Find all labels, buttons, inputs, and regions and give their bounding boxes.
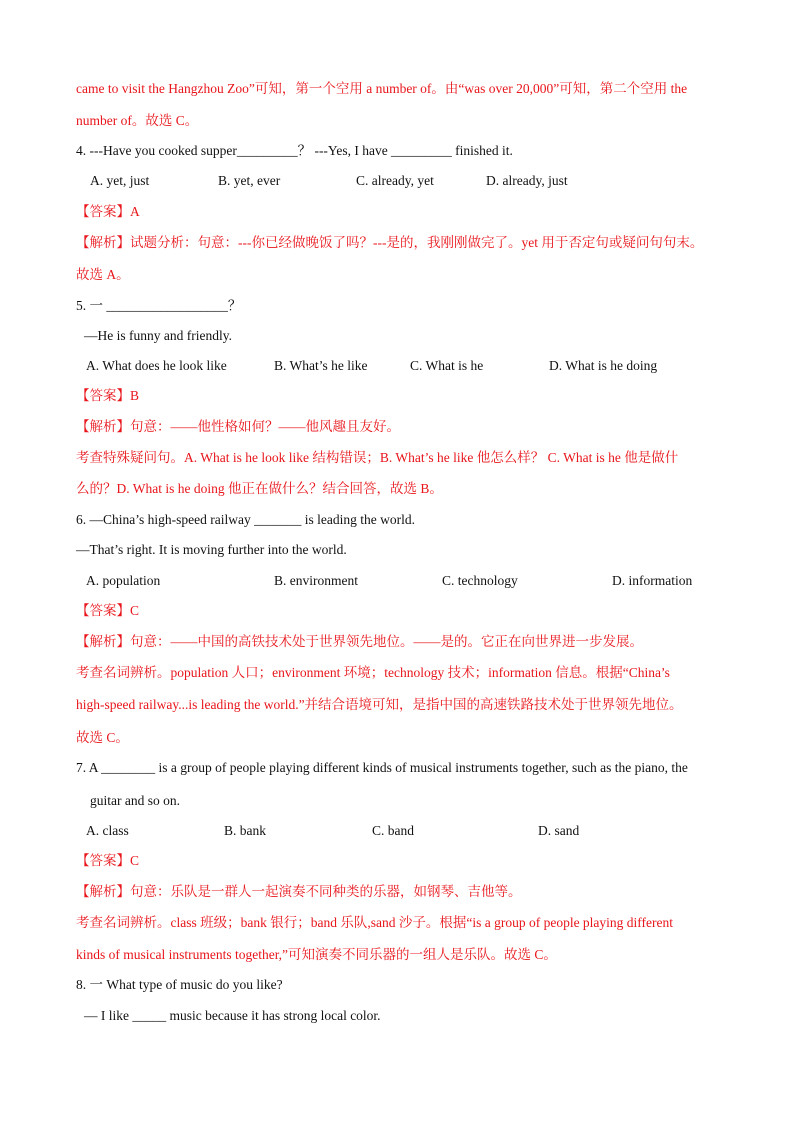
q5-explanation-line-3: 么的？D. What is he doing 他正在做什么？结合回答，故选 B。 bbox=[76, 481, 443, 496]
q6-option-b: B. environment bbox=[274, 573, 358, 588]
q7-explanation-line-2: 考查名词辨析。class 班级；bank 银行；band 乐队,sand 沙子。根据“is a group of people playing different bbox=[76, 915, 674, 930]
q5-option-c: C. What is he bbox=[410, 358, 484, 373]
question-7-stem-line-2: guitar and so on. bbox=[90, 793, 180, 808]
q7-answer: 【答案】C bbox=[76, 853, 140, 868]
q6-option-c: C. technology bbox=[442, 573, 518, 588]
q6-explanation-line-4: 故选 C。 bbox=[76, 730, 129, 745]
q6-explanation-line-3: high-speed railway...is leading the world.”并结合语境可知，是指中国的高速铁路技术处于世界领先地位。 bbox=[76, 697, 683, 712]
question-6-stem: 6. —China’s high-speed railway _______ is leading the world. bbox=[76, 512, 415, 527]
q5-option-d: D. What is he doing bbox=[549, 358, 658, 373]
q6-option-a: A. population bbox=[86, 573, 161, 588]
q5-explanation-line-2: 考查特殊疑问句。A. What is he look like 结构错误；B. What’s he like 他怎么样？ C. What is he 他是做什 bbox=[76, 450, 679, 465]
question-7-stem-line-1: 7. A ________ is a group of people playing different kinds of musical instruments together, such as the piano, the bbox=[76, 760, 688, 775]
q4-option-b: B. yet, ever bbox=[218, 173, 281, 188]
q6-reply: —That’s right. It is moving further into the world. bbox=[76, 542, 347, 557]
q8-reply: — I like _____ music because it has strong local color. bbox=[84, 1008, 381, 1023]
q7-option-c: C. band bbox=[372, 823, 414, 838]
q6-answer: 【答案】C bbox=[76, 603, 140, 618]
q6-explanation-line-1: 【解析】句意：——中国的高铁技术处于世界领先地位。——是的。它正在向世界进一步发展。 bbox=[76, 634, 643, 649]
q4-option-c: C. already, yet bbox=[356, 173, 434, 188]
question-4-stem: 4. ---Have you cooked supper_________？ ---Yes, I have _________ finished it. bbox=[76, 143, 513, 158]
q5-reply: —He is funny and friendly. bbox=[84, 328, 232, 343]
q5-answer: 【答案】B bbox=[76, 388, 140, 403]
q4-option-a: A. yet, just bbox=[90, 173, 150, 188]
q6-explanation-line-2: 考查名词辨析。population 人口；environment 环境；technology 技术；information 信息。根据“China’s bbox=[76, 665, 670, 680]
q6-option-d: D. information bbox=[612, 573, 693, 588]
q5-option-b: B. What’s he like bbox=[274, 358, 368, 373]
q5-explanation-line-1: 【解析】句意：——他性格如何？——他风趣且友好。 bbox=[76, 419, 400, 434]
question-5-stem: 5. 一 __________________？ bbox=[76, 298, 242, 313]
q7-explanation-line-3: kinds of musical instruments together,”可知演奏不同乐器的一组人是乐队。故选 C。 bbox=[76, 947, 557, 962]
question-8-stem: 8. 一 What type of music do you like? bbox=[76, 977, 283, 992]
q7-option-b: B. bank bbox=[224, 823, 266, 838]
prev-explanation-line-1: came to visit the Hangzhou Zoo”可知，第一个空用 a number of。由“was over 20,000”可知，第二个空用 the bbox=[76, 81, 688, 96]
q7-explanation-line-1: 【解析】句意：乐队是一群人一起演奏不同种类的乐器，如钢琴、吉他等。 bbox=[76, 884, 522, 899]
q4-answer: 【答案】A bbox=[76, 204, 140, 219]
q7-option-a: A. class bbox=[86, 823, 129, 838]
q4-explanation-line-1: 【解析】试题分析：句意：---你已经做晚饭了吗？---是的，我刚刚做完了。yet 用于否定句或疑问句句末。 bbox=[76, 235, 704, 250]
q4-option-d: D. already, just bbox=[486, 173, 568, 188]
q4-explanation-line-2: 故选 A。 bbox=[76, 267, 130, 282]
q7-option-d: D. sand bbox=[538, 823, 580, 838]
q5-option-a: A. What does he look like bbox=[86, 358, 227, 373]
prev-explanation-line-2: number of。故选 C。 bbox=[76, 113, 199, 128]
